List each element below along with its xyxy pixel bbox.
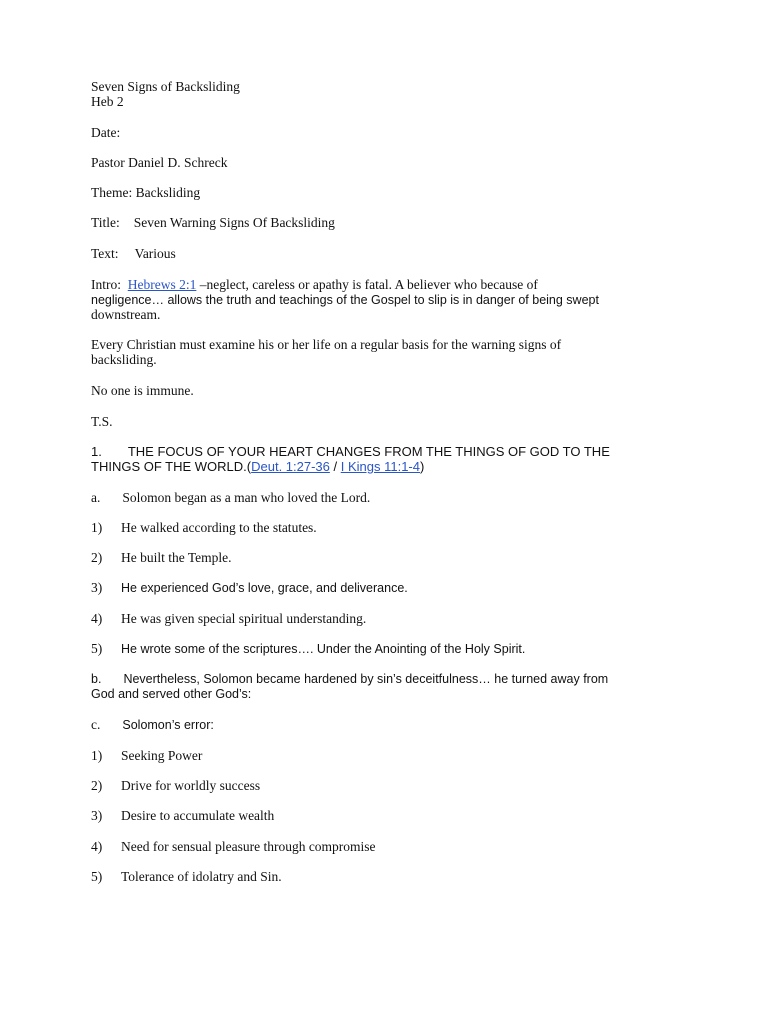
point-1-heading-cont: THINGS OF THE WORLD.( [91,459,252,474]
list-item-text: He wrote some of the scriptures…. Under the Anointing of the Holy Spirit. [121,642,526,656]
list-item-text: He experienced God’s love, grace, and deliverance. [121,581,408,595]
point-1-line-1 [91,444,610,459]
document-title: Seven Signs of Backsliding [91,79,240,94]
list-marker: 3) [91,580,103,595]
list-marker: 1) [91,748,103,763]
subpoint-a-text: Solomon began as a man who loved the Lord. [122,490,371,505]
list-item-text: He was given special spiritual understanding. [121,611,367,626]
list-marker: 4) [91,611,103,626]
point-1-heading: THE FOCUS OF YOUR HEART CHANGES FROM THE THINGS OF GOD TO THE [127,444,610,459]
intro-negligence: negligence… [91,293,164,307]
text-line [91,246,176,261]
list-item-text: Desire to accumulate wealth [121,808,275,823]
list-item-text: Tolerance of idolatry and Sin. [121,869,282,884]
list-marker: 5) [91,641,103,656]
point-1-line-2 [91,459,424,474]
intro-line-3: downstream. [91,307,161,322]
intro-line-1 [91,277,538,292]
list-item [91,839,376,854]
title-label: Title: [91,215,120,230]
list-item-text: Need for sensual pleasure through compromise [121,839,376,854]
list-item-text: Drive for worldly success [121,778,261,793]
list-marker: 2) [91,550,103,565]
examine-line-2: backsliding. [91,352,157,367]
theme-line: Theme: Backsliding [91,185,201,200]
text-value: Various [134,246,176,261]
intro-line-2 [91,292,599,308]
closing-paren: ) [420,459,425,474]
list-item [91,550,232,565]
list-marker: 5) [91,869,103,884]
subpoint-b-marker: b. [91,672,102,686]
pastor-line: Pastor Daniel D. Schreck [91,155,228,170]
intro-line-1-text: –neglect, careless or apathy is fatal. A believer who because of [196,277,538,292]
list-item [91,778,260,793]
list-marker: 3) [91,808,103,823]
subpoint-b-line-2: God and served other God’s: [91,687,252,701]
subpoint-b-text: Nevertheless, Solomon became hardened by sin’s deceitfulness… he turned away from [123,672,609,686]
examine-line-1: Every Christian must examine his or her life on a regular basis for the warning signs of [91,337,562,352]
subpoint-a [91,490,370,505]
title-value: Seven Warning Signs Of Backsliding [133,215,335,230]
transition-sentence: T.S. [91,414,113,429]
scripture-reference: Heb 2 [91,94,124,109]
title-line [91,215,335,230]
point-1-number: 1. [91,444,102,459]
list-item [91,641,525,657]
list-item [91,520,317,535]
list-item [91,748,202,763]
list-item-text: He built the Temple. [121,550,232,565]
subpoint-c-marker: c. [91,717,101,732]
list-marker: 1) [91,520,103,535]
list-item [91,808,274,823]
list-marker: 2) [91,778,103,793]
subpoint-c-text: Solomon’s error: [122,718,214,732]
date-label: Date: [91,125,121,140]
intro-line-2-text: allows the truth and teachings of the Gospel to slip is in danger of being swept [163,293,599,307]
list-marker: 4) [91,839,103,854]
link-separator: / [329,459,341,474]
intro-label: Intro: [91,277,121,292]
subpoint-b-line-1 [91,672,608,687]
text-label: Text: [91,246,119,261]
hebrews-link[interactable]: Hebrews 2:1 [127,277,197,292]
subpoint-a-marker: a. [91,490,101,505]
list-item [91,611,366,626]
list-item [91,869,282,884]
list-item [91,580,408,596]
immune-line: No one is immune. [91,383,194,398]
kings-link[interactable]: I Kings 11:1-4 [340,459,420,474]
list-item-text: Seeking Power [121,748,203,763]
deut-link[interactable]: Deut. 1:27-36 [251,459,330,474]
list-item-text: He walked according to the statutes. [121,520,317,535]
subpoint-c [91,717,214,733]
